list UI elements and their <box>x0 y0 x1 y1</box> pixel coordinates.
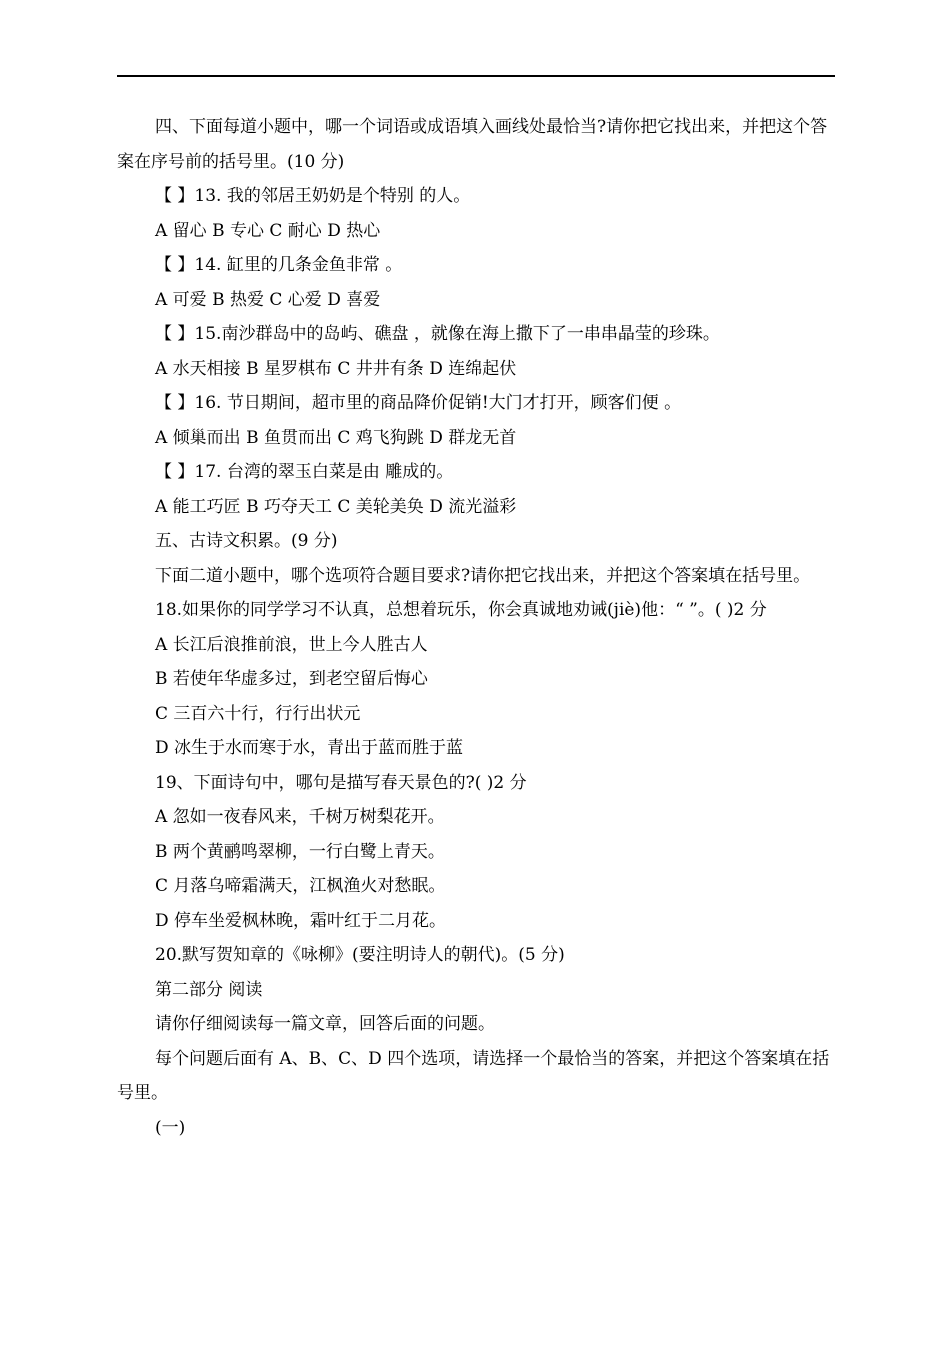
question-19-option-d: D 停车坐爱枫林晚，霜叶红于二月花。 <box>155 910 447 931</box>
question-17-options: A 能工巧匠 B 巧夺天工 C 美轮美奂 D 流光溢彩 <box>155 496 517 517</box>
question-14-options: A 可爱 B 热爱 C 心爱 D 喜爱 <box>155 289 381 310</box>
reading-answer-instruction: 每个问题后面有 A、B、C、D 四个选项，请选择一个最恰当的答案，并把这个答案填在括号里。 <box>117 1048 830 1103</box>
question-16: 【 】16. 节日期间，超市里的商品降价促销!大门才打开，顾客们便 。 <box>155 393 682 413</box>
question-18: 18.如果你的同学学习不认真，总想着玩乐，你会真诚地劝诫(jiè)他：“ ”。( )2 分 <box>155 600 767 620</box>
section-five-instruction: 下面二道小题中，哪个选项符合题目要求?请你把它找出来，并把这个答案填在括号里。 <box>155 565 811 586</box>
question-18-option-b: B 若使年华虚多过，到老空留后悔心 <box>155 669 428 689</box>
passage-one-heading: (一) <box>155 1117 186 1138</box>
question-20: 20.默写贺知章的《咏柳》(要注明诗人的朝代)。(5 分) <box>155 945 565 965</box>
question-13-options: A 留心 B 专心 C 耐心 D 热心 <box>155 220 381 241</box>
question-17: 【 】17. 台湾的翠玉白菜是由 雕成的。 <box>155 462 454 482</box>
question-19-option-c: C 月落乌啼霜满天，江枫渔火对愁眠。 <box>155 876 446 896</box>
reading-instruction: 请你仔细阅读每一篇文章，回答后面的问题。 <box>155 1014 495 1034</box>
document-body <box>117 110 835 1145</box>
part-two-heading: 第二部分 阅读 <box>155 979 263 1000</box>
question-15: 【 】15.南沙群岛中的岛屿、礁盘 ，就像在海上撒下了一串串晶莹的珍珠。 <box>155 324 720 344</box>
section-five-heading: 五、古诗文积累。(9 分) <box>155 531 338 551</box>
question-14: 【 】14. 缸里的几条金鱼非常 。 <box>155 255 403 275</box>
header-rule <box>117 75 835 77</box>
question-13: 【 】13. 我的邻居王奶奶是个特别 的人。 <box>155 186 471 206</box>
question-19-option-a: A 忽如一夜春风来，千树万树梨花开。 <box>155 807 445 827</box>
question-18-option-c: C 三百六十行，行行出状元 <box>155 703 361 724</box>
section-four-instruction: 四、下面每道小题中，哪一个词语或成语填入画线处最恰当?请你把它找出来，并把这个答案在序号前的括号里。(10 分) <box>117 117 828 172</box>
question-15-options: A 水天相接 B 星罗棋布 C 井井有条 D 连绵起伏 <box>155 358 517 379</box>
question-19: 19、下面诗句中，哪句是描写春天景色的?( )2 分 <box>155 772 527 793</box>
question-16-options: A 倾巢而出 B 鱼贯而出 C 鸡飞狗跳 D 群龙无首 <box>155 427 517 448</box>
question-18-option-d: D 冰生于水而寒于水，青出于蓝而胜于蓝 <box>155 738 464 758</box>
question-19-option-b: B 两个黄鹂鸣翠柳，一行白鹭上青天。 <box>155 841 445 862</box>
question-18-option-a: A 长江后浪推前浪，世上今人胜古人 <box>155 634 428 655</box>
